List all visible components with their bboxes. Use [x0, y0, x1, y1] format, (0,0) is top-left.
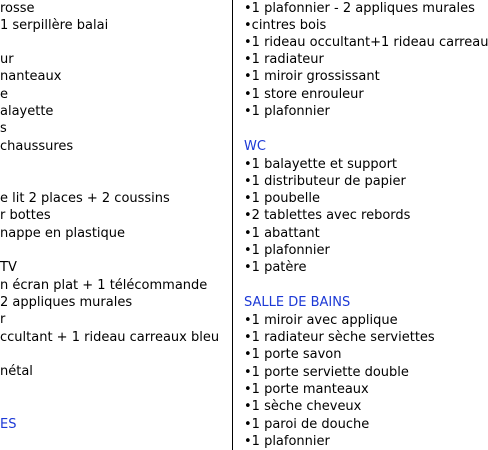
left-column [0, 0, 226, 450]
left-line: e [0, 87, 8, 102]
left-line: nétal [0, 364, 33, 379]
wc-list-item: •1 balayette et support [244, 157, 398, 172]
bathroom-list-item: •1 sèche cheveux [244, 399, 362, 414]
wc-list-item: •1 abattant [244, 226, 320, 241]
wc-list-item: •2 tablettes avec rebords [244, 208, 411, 223]
left-line: ccultant + 1 rideau carreaux bleu [0, 330, 220, 345]
bathroom-list-item: •1 miroir avec applique [244, 313, 398, 328]
list-item: •1 store enrouleur [244, 87, 364, 102]
wc-list-item: •1 poubelle [244, 191, 320, 206]
bathroom-list-item: •1 porte manteaux [244, 382, 369, 397]
wc-list-item: •1 plafonnier [244, 243, 330, 258]
wc-list-item: •1 patère [244, 260, 307, 275]
left-line: alayette [0, 104, 54, 119]
left-line: TV [0, 260, 17, 275]
left-line: 1 serpillère balai [0, 18, 109, 33]
left-line: nappe en plastique [0, 226, 126, 241]
left-line: r bottes [0, 208, 51, 223]
bathroom-list-item: •1 porte savon [244, 347, 342, 362]
left-line: 2 appliques murales [0, 295, 133, 310]
list-item: •1 rideau occultant+1 rideau carreau [244, 35, 488, 50]
left-line: chaussures [0, 139, 74, 154]
left-line: e lit 2 places + 2 coussins [0, 191, 170, 206]
left-line: r [0, 312, 6, 327]
section-heading: ES [0, 417, 17, 432]
right-column [244, 0, 488, 450]
wc-heading: WC [244, 139, 266, 154]
column-divider [232, 0, 233, 450]
list-item: •cintres bois [244, 18, 327, 33]
left-line: n écran plat + 1 télécommande [0, 278, 208, 293]
list-item: •1 radiateur [244, 52, 324, 67]
bathroom-list-item: •1 paroi de douche [244, 417, 370, 432]
left-line: ur [0, 52, 14, 67]
left-line: nanteaux [0, 69, 62, 84]
left-line: rosse [0, 1, 35, 16]
bathroom-list-item: •1 porte serviette double [244, 365, 409, 380]
left-line: s [0, 121, 7, 136]
bathroom-heading: SALLE DE BAINS [244, 295, 351, 310]
list-item: •1 miroir grossissant [244, 69, 380, 84]
bathroom-list-item: •1 plafonnier [244, 434, 330, 449]
bathroom-list-item: •1 radiateur sèche serviettes [244, 330, 435, 345]
wc-list-item: •1 distributeur de papier [244, 174, 406, 189]
list-item: •1 plafonnier - 2 appliques murales [244, 1, 475, 16]
list-item: •1 plafonnier [244, 104, 330, 119]
